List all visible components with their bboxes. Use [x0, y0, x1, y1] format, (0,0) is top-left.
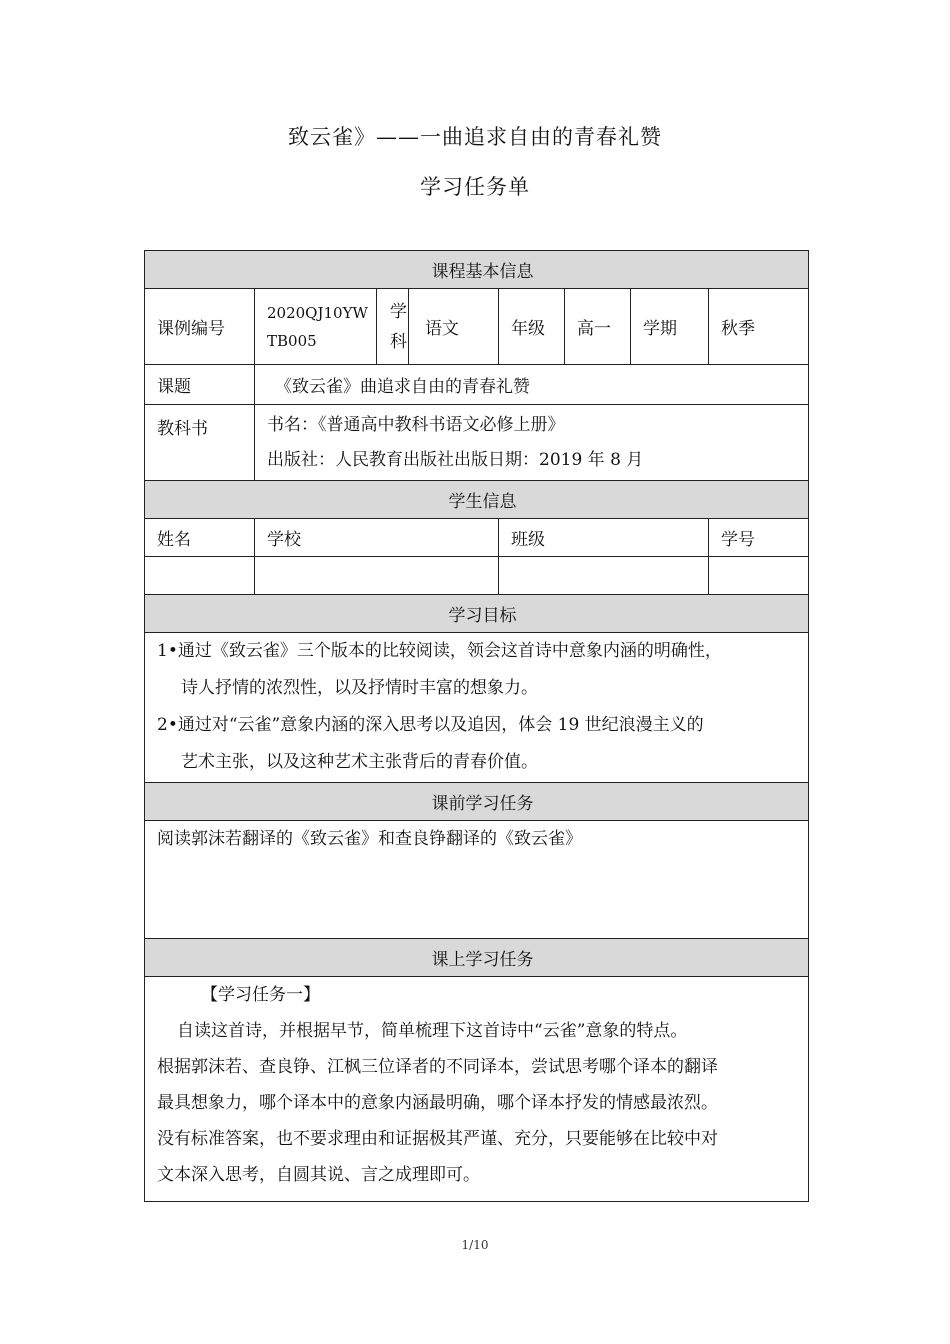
- pre-class-header: 课前学习任务: [145, 783, 809, 821]
- task-sheet-table: [144, 250, 809, 1202]
- task-title: 【学习任务一】: [201, 985, 320, 1005]
- student-id-field[interactable]: [709, 557, 809, 595]
- textbook-label: 教科书: [145, 405, 255, 481]
- document-subtitle: 学习任务单: [420, 175, 530, 199]
- goal-item: 艺术主张，以及这种艺术主张背后的青春价值。: [181, 752, 538, 772]
- task-line: 根据郭沫若、查良铮、江枫三位译者的不同译本，尝试思考哪个译本的翻译: [157, 1057, 718, 1077]
- pre-class-text: 阅读郭沫若翻译的《致云雀》和查良铮翻译的《致云雀》: [145, 821, 809, 939]
- goals-header: 学习目标: [145, 595, 809, 633]
- course-info-header: 课程基本信息: [145, 251, 809, 289]
- page-number: 1/10: [461, 1238, 489, 1252]
- in-class-header: 课上学习任务: [145, 939, 809, 977]
- grade-value: 高一: [565, 289, 631, 365]
- student-info-header: 学生信息: [145, 481, 809, 519]
- school-field[interactable]: [255, 557, 499, 595]
- topic-label: 课题: [145, 365, 255, 405]
- school-label: 学校: [255, 519, 499, 557]
- topic-value: 《致云雀》曲追求自由的青春礼赞: [255, 365, 809, 405]
- term-value: 秋季: [709, 289, 809, 365]
- student-id-label: 学号: [709, 519, 809, 557]
- goals-list: [145, 633, 809, 783]
- name-field[interactable]: [145, 557, 255, 595]
- name-label: 姓名: [145, 519, 255, 557]
- task-line: 自读这首诗，并根据早节，简单梳理下这首诗中“云雀”意象的特点。: [177, 1021, 688, 1041]
- in-class-task: [145, 977, 809, 1202]
- subject-value: 语文: [409, 289, 499, 365]
- task-line: 最具想象力，哪个译本中的意象内涵最明确，哪个译本抒发的情感最浓烈。: [157, 1093, 718, 1113]
- term-label: 学期: [631, 289, 709, 365]
- textbook-info: 书名：《普通高中教科书语文必修上册》 出版社：人民教育出版社出版日期：2019 年 8 月: [255, 405, 809, 481]
- class-label: 班级: [499, 519, 709, 557]
- task-line: 没有标准答案，也不要求理由和证据极其严谨、充分，只要能够在比较中对: [157, 1129, 718, 1149]
- task-line: 文本深入思考，自圆其说、言之成理即可。: [157, 1165, 480, 1185]
- grade-label: 年级: [499, 289, 565, 365]
- document-title: 致云雀》——一曲追求自由的青春礼赞: [288, 125, 662, 149]
- goal-item: 2•通过对“云雀”意象内涵的深入思考以及追因，体会 19 世纪浪漫主义的: [157, 715, 704, 735]
- course-code-value: 2020QJ10YW TB005: [255, 289, 377, 365]
- course-code-label: 课例编号: [145, 289, 255, 365]
- goal-item: 诗人抒情的浓烈性，以及抒情时丰富的想象力。: [181, 678, 538, 698]
- goal-item: 1•通过《致云雀》三个版本的比较阅读，领会这首诗中意象内涵的明确性，: [157, 641, 722, 661]
- subject-label: 学 科: [377, 289, 409, 365]
- class-field[interactable]: [499, 557, 709, 595]
